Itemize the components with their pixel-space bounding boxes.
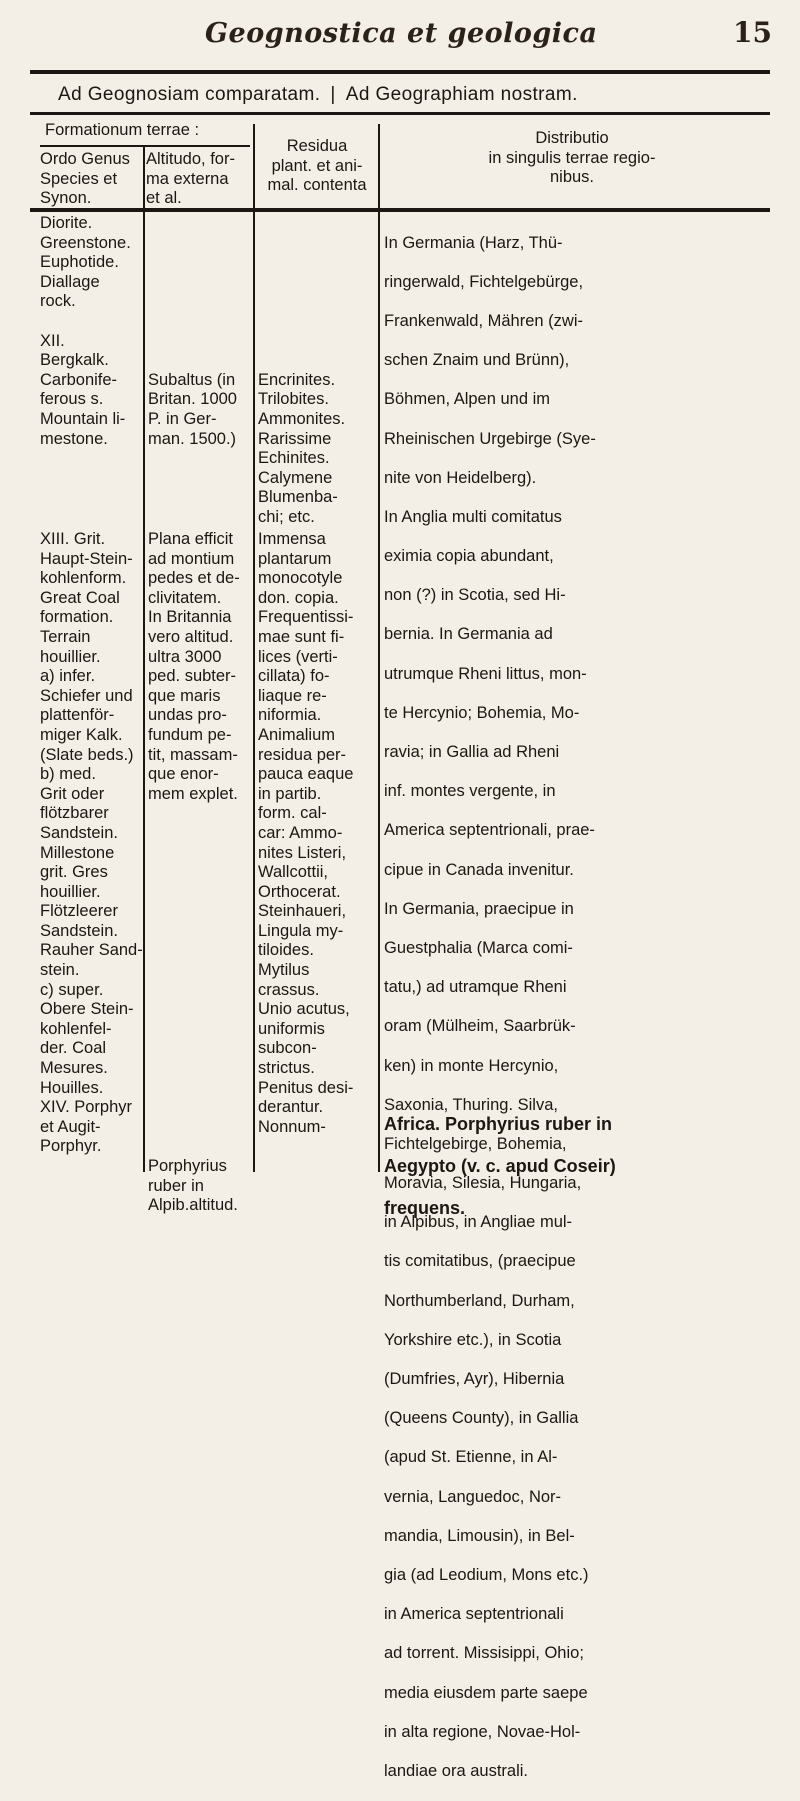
- distributio-line: Saxonia, Thuring. Silva,: [384, 1095, 558, 1114]
- distributio-line: In Germania, praecipue in: [384, 899, 574, 918]
- distributio-line: ringerwald, Fichtelgebürge,: [384, 272, 584, 291]
- running-head-title: Geognostica et geologica: [205, 18, 598, 49]
- column-head-residua: Residua plant. et ani- mal. contenta: [267, 137, 367, 195]
- page-number: 15: [733, 16, 772, 49]
- caption-right: Ad Geographiam nostram.: [345, 84, 578, 105]
- header-rule: [30, 208, 770, 212]
- distributio-line: ken) in monte Hercynio,: [384, 1056, 559, 1075]
- distributio-line: non (?) in Scotia, sed Hi-: [384, 586, 566, 605]
- column-head-distributio: Distributio in singulis terrae regio- nibus.: [488, 129, 656, 187]
- distributio-line: nite von Heidelberg).: [384, 468, 537, 487]
- africa-text: [384, 1093, 764, 1240]
- distributio-line: Böhmen, Alpen und im: [384, 390, 551, 409]
- distributio-line: Fichtelgebirge, Bohemia,: [384, 1134, 567, 1153]
- column-divider-3: [378, 212, 380, 1172]
- distributio-line: (Dumfries, Ayr), Hibernia: [384, 1370, 565, 1389]
- row-2-altitudo: Plana efficit ad montium pedes et de- clivitatem. In Britannia vero altitud. ultra 3000 ped. subter- que maris undas pro- fundum pe- tit, massam- que enor- mem explet. Porphyrius ruber in Alpib.altitud.: [148, 530, 240, 1215]
- head-divider-1: [143, 147, 145, 209]
- row-1-residua: Encrinites. Trilobites. Ammonites. Rarissime Echinites. Calymene Blumenba- chi; etc.: [258, 370, 346, 526]
- column-head-ordo: Ordo Genus Species et Synon.: [40, 150, 130, 208]
- distributio-line: in alta regione, Novae-Hol-: [384, 1722, 581, 1741]
- distributio-line: eximia copia abundant,: [384, 547, 554, 566]
- caption-rule: [30, 112, 770, 115]
- caption-left: Ad Geognosiam comparatam.: [58, 84, 321, 105]
- distributio-line: Northumberland, Durham,: [384, 1291, 575, 1310]
- distributio-line: bernia. In Germania ad: [384, 625, 553, 644]
- formations-label: Formationum terrae :: [45, 121, 200, 139]
- row-1-altitudo: Subaltus (in Britan. 1000 P. in Ger- man. 1500.): [148, 370, 237, 448]
- distributio-line: Rheinischen Urgebirge (Sye-: [384, 429, 596, 448]
- distributio-line: Frankenwald, Mähren (zwi-: [384, 311, 583, 330]
- africa-line: frequens.: [384, 1198, 466, 1218]
- caption-separator: |: [330, 84, 336, 105]
- distributio-line: Guestphalia (Marca comi-: [384, 938, 573, 957]
- africa-line: Africa. Porphyrius ruber in: [384, 1114, 613, 1134]
- distributio-line: Yorkshire etc.), in Scotia: [384, 1330, 562, 1349]
- africa-line: Aegypto (v. c. apud Coseir): [384, 1156, 616, 1176]
- distributio-line: inf. montes vergente, in: [384, 782, 556, 801]
- distributio-line: gia (ad Leodium, Mons etc.): [384, 1565, 589, 1584]
- distributio-line: America septentrionali, prae-: [384, 821, 595, 840]
- distributio-line: in Alpibus, in Angliae mul-: [384, 1213, 573, 1232]
- distributio-line: tis comitatibus, (praecipue: [384, 1252, 576, 1271]
- distributio-line: ad torrent. Missisippi, Ohio;: [384, 1644, 584, 1663]
- distributio-line: utrumque Rheni littus, mon-: [384, 664, 587, 683]
- distributio-line: te Hercynio; Bohemia, Mo-: [384, 703, 580, 722]
- distributio-line: in America septentrionali: [384, 1605, 564, 1624]
- distributio-line: media eiusdem parte saepe: [384, 1683, 588, 1702]
- distributio-line: oram (Mülheim, Saarbrük-: [384, 1017, 576, 1036]
- head-divider-2: [253, 124, 255, 209]
- distributio-line: ravia; in Gallia ad Rheni: [384, 743, 560, 762]
- distributio-line: landiae ora australi.: [384, 1761, 529, 1780]
- formations-underline: [40, 145, 250, 147]
- distributio-line: (Queens County), in Gallia: [384, 1409, 579, 1428]
- column-head-altitudo: Altitudo, for- ma externa et al.: [146, 150, 235, 208]
- row-2-residua: Immensa plantarum monocotyle don. copia. Frequentissi- mae sunt fi- lices (verti- cillata) fo- liaque re- niformia. Animalium residua per- pauca eaque in partib. form. cal- car: Ammo- nites Listeri, Wallcottii, Orthocerat. Steinhaueri, Lingula my- tiloides. Mytilus crassus. Unio acutus, uniformis subcon- strictus. Penitus desi- derantur. Nonnum-: [258, 530, 354, 1136]
- row-2-ordo: XIII. Grit. Haupt-Stein- kohlenform. Great Coal formation. Terrain houillier. a) infer. Schiefer und plattenför- miger Kalk. (Slate beds.) b) med. Grit oder flötzbarer Sandstein. Millestone grit. Gres houillier. Flötzleerer Sandstein. Rauher Sand- stein. c) super. Obere Stein- kohlenfel- der. Coal Mesures. Houilles. XIV. Porphyr et Augit- Porphyr.: [40, 530, 143, 1156]
- row-1-ordo: Diorite. Greenstone. Euphotide. Diallage rock. XII. Bergkalk. Carbonife- ferous s. Mountain li- mestone.: [40, 214, 131, 448]
- distributio-line: In Germania (Harz, Thü-: [384, 233, 563, 252]
- top-rule: [30, 70, 770, 74]
- head-divider-3: [378, 124, 380, 209]
- distributio-line: vernia, Languedoc, Nor-: [384, 1487, 562, 1506]
- distributio-line: In Anglia multi comitatus: [384, 507, 562, 526]
- distributio-line: (apud St. Etienne, in Al-: [384, 1448, 558, 1467]
- table-caption: [58, 84, 758, 106]
- distributio-text: [384, 214, 764, 1801]
- distributio-line: cipue in Canada invenitur.: [384, 860, 574, 879]
- distributio-line: tatu,) ad utramque Rheni: [384, 978, 567, 997]
- distributio-line: Moravia, Silesia, Hungaria,: [384, 1174, 582, 1193]
- distributio-line: schen Znaim und Brünn),: [384, 351, 570, 370]
- distributio-line: mandia, Limousin), in Bel-: [384, 1526, 575, 1545]
